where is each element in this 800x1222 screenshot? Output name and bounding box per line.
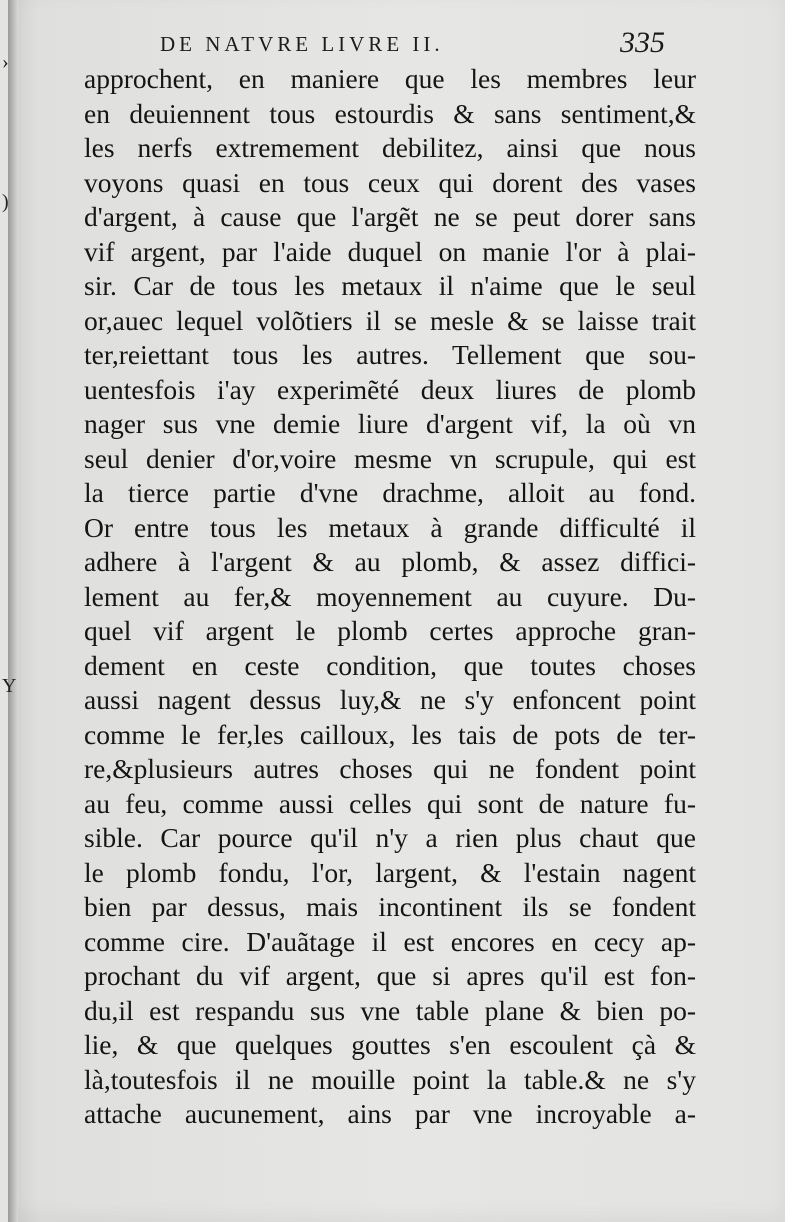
page-gutter-shadow [8,0,18,1222]
body-text [84,62,696,1132]
text-line: or,auec lequel volõtiers il se mesle & se laisse trait [84,304,696,336]
text-line: comme le fer,les cailloux, les tais de pots de ter- [84,718,696,750]
text-line: lement au fer,& moyennement au cuyure. Du- [84,580,696,612]
edge-mark: Y [2,675,17,697]
right-margin [785,0,800,1222]
text-line: seul denier d'or,voire mesme vn scrupule, qui est [84,442,696,474]
text-line: au feu, comme aussi celles qui sont de nature fu- [84,787,696,819]
text-line: attache aucunement, ains par vne incroyable a- [84,1098,696,1129]
text-line: bien par dessus, mais incontinent ils se fondent [84,891,696,922]
text-line: re,&plusieurs autres choses qui ne fondent point [84,753,696,784]
text-line: sible. Car pource qu'il n'y a rien plus chaut que [84,822,696,853]
text-line: du,il est respandu sus vne table plane & bien po- [84,994,696,1026]
text-line: ter,reiettant tous les autres. Tellement que sou- [84,339,696,370]
text-line: en deuiennent tous estourdis & sans sentiment,& [84,97,696,129]
text-line: adhere à l'argent & au plomb, & assez diffici- [84,546,696,577]
edge-mark: ) [2,191,9,213]
page-header [150,26,680,66]
text-line: quel vif argent le plomb certes approche gran- [84,615,696,646]
text-line: aussi nagent dessus luy,& ne s'y enfoncent point [84,684,696,715]
edge-mark: › [2,51,9,73]
text-line: là,toutesfois il ne mouille point la table.& ne s'y [84,1063,696,1095]
text-line: prochant du vif argent, que si apres qu'il est fon- [84,960,696,991]
text-line: uentesfois i'ay experimẽté deux liures de plomb [84,373,696,405]
text-line: nager sus vne demie liure d'argent vif, la où vn [84,408,696,439]
text-line: dement en ceste condition, que toutes choses [84,649,696,681]
page-number: 335 [620,26,665,59]
text-line: voyons quasi en tous ceux qui dorent des vases [84,166,696,198]
text-line: les nerfs extremement debilitez, ainsi que nous [84,132,696,163]
text-line: la tierce partie d'vne drachme, alloit au fond. [84,477,696,508]
text-line: Or entre tous les metaux à grande difficulté il [84,511,696,543]
text-line: lie, & que quelques gouttes s'en escoulent çà & [84,1029,696,1060]
text-line: d'argent, à cause que l'argẽt ne se peut dorer sans [84,201,696,232]
running-head: DE NATVRE LIVRE II. [160,32,444,56]
text-line: sir. Car de tous les metaux il n'aime que le seul [84,270,696,301]
text-line: comme cire. D'auãtage il est encores en cecy ap- [84,925,696,957]
text-line: approchent, en maniere que les membres leur [84,63,696,94]
text-line: le plomb fondu, l'or, largent, & l'estain nagent [84,856,696,888]
text-line: vif argent, par l'aide duquel on manie l'or à plai- [84,235,696,267]
